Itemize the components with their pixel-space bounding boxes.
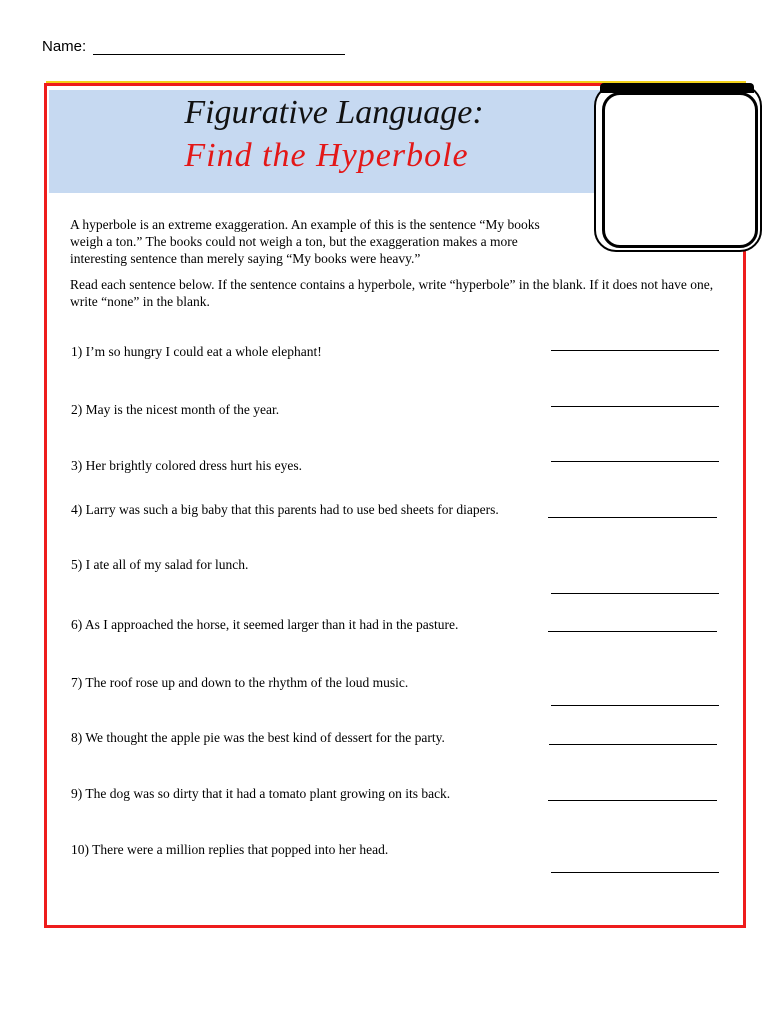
question-5: 5) I ate all of my salad for lunch. [71, 557, 249, 572]
question-2: 2) May is the nicest month of the year. [71, 402, 280, 417]
answer-blank-8[interactable] [549, 744, 717, 745]
question-6: 6) As I approached the horse, it seemed larger than it had in the pasture. [71, 617, 459, 632]
answer-blank-4[interactable] [548, 517, 717, 518]
instructions-text: Read each sentence below. If the sentence contains a hyperbole, write “hyperbole” in the blank. If it does not have one, write “none” in the blank. [70, 277, 714, 309]
question-1: 1) I’m so hungry I could eat a whole elephant! [71, 344, 322, 359]
answer-blank-6[interactable] [548, 631, 717, 632]
name-label: Name: [42, 38, 87, 55]
title-line-1: Figurative Language: [184, 94, 484, 131]
image-placeholder [602, 92, 758, 248]
question-7: 7) The roof rose up and down to the rhythm of the loud music. [71, 675, 409, 690]
definition-text: A hyperbole is an extreme exaggeration. An example of this is the sentence “My books weigh a ton.” The books could not weigh a ton, but the exaggeration makes a more interesting sentence than merely saying “My books were heavy.” [70, 217, 540, 266]
title-line-2: Find the Hyperbole [184, 137, 469, 174]
answer-blank-5[interactable] [551, 593, 719, 594]
question-10: 10) There were a million replies that popped into her head. [71, 842, 389, 857]
name-blank[interactable] [93, 54, 345, 55]
answer-blank-2[interactable] [551, 406, 719, 407]
title-banner [49, 90, 603, 193]
question-4: 4) Larry was such a big baby that this parents had to use bed sheets for diapers. [71, 502, 499, 517]
question-3: 3) Her brightly colored dress hurt his eyes. [71, 458, 302, 473]
question-9: 9) The dog was so dirty that it had a tomato plant growing on its back. [71, 786, 451, 801]
answer-blank-7[interactable] [551, 705, 719, 706]
answer-blank-10[interactable] [551, 872, 719, 873]
answer-blank-3[interactable] [551, 461, 719, 462]
answer-blank-9[interactable] [548, 800, 717, 801]
answer-blank-1[interactable] [551, 350, 719, 351]
question-8: 8) We thought the apple pie was the best kind of dessert for the party. [71, 730, 445, 745]
